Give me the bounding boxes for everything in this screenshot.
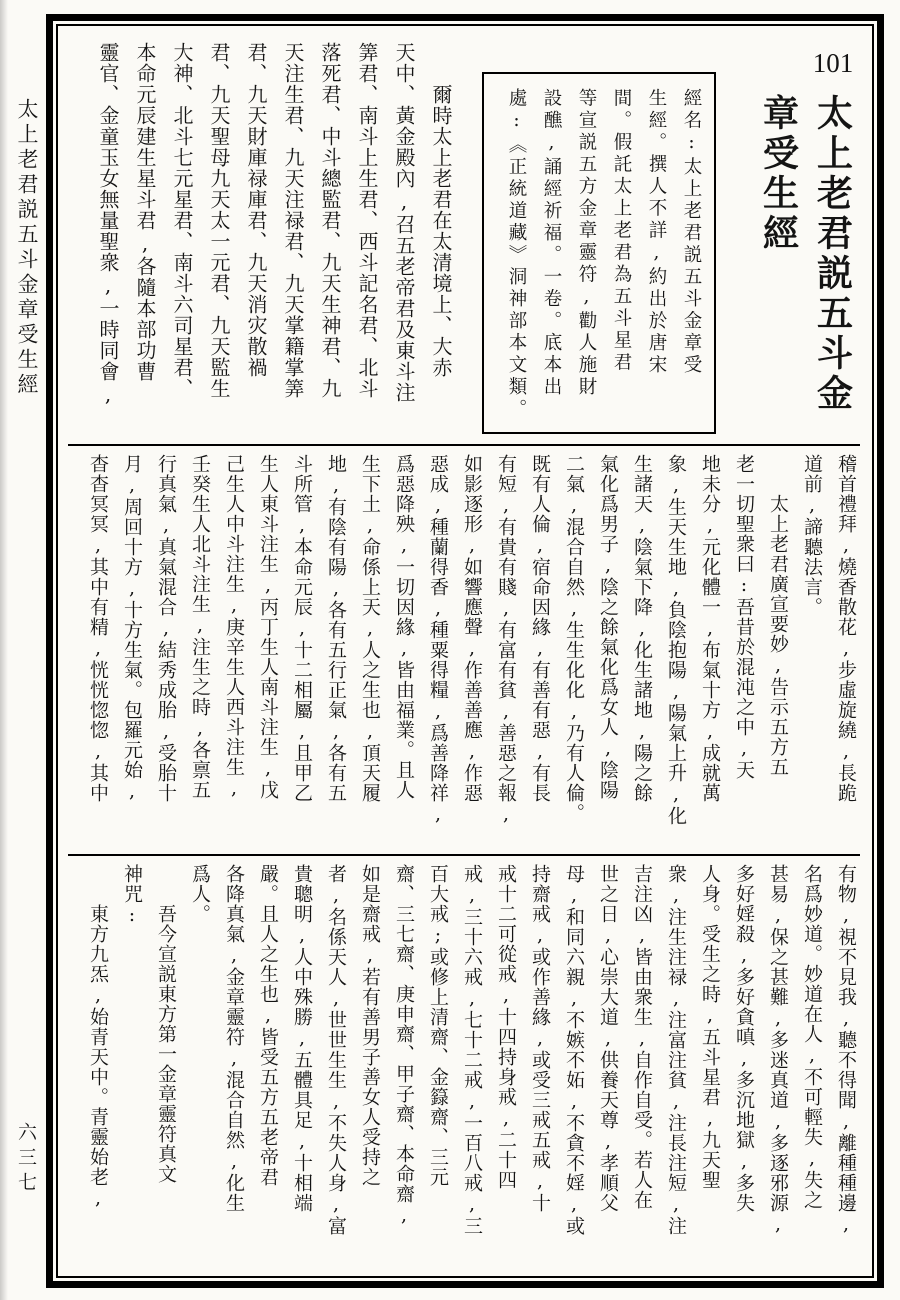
text-column: 象,生天生地,負陰抱陽,陽氣上升,化	[665, 454, 687, 826]
text-column: 各降真氣,金章靈符,混合自然,化生	[223, 864, 245, 1213]
text-column: 經名:太上老君説五斗金章受	[681, 88, 702, 377]
page-frame	[46, 14, 884, 1288]
text-column: 大神、北斗七元星君、南斗六司星君、	[170, 42, 194, 399]
left-margin	[0, 0, 46, 1300]
text-column: 等宣説五方金章靈符,勸人施財	[576, 88, 597, 399]
text-column: 地未分,元化體一,布氣十方,成就萬	[699, 454, 721, 803]
text-column: 百大戒;或修上清齋、金籙齋、三元	[427, 864, 449, 1187]
title-block-line2	[752, 50, 806, 254]
register-top	[68, 36, 860, 440]
text-column: 既有人倫,宿命因緣,有善有惡,有長	[529, 454, 551, 803]
text-column: 生諸天,陰氣下降,化生諸地,陽之餘	[631, 454, 653, 803]
text-column: 間。假託太上老君為五斗星君	[611, 88, 632, 374]
text-column: 稽首禮拜,燒香散花,步虛旋繞,長跪	[835, 454, 857, 803]
text-column: 己生人中斗注生,庚辛生人西斗注生,	[223, 454, 245, 800]
text-column: 衆,注生注禄,注富注貧,注長注短,注	[665, 864, 687, 1236]
text-column: 君、九天聖母九天太一元君、九天監生	[207, 42, 231, 399]
text-column: 生下土,命係上天,人之生也,頂天履	[359, 454, 381, 803]
text-column: 惡成,種蘭得香,種粟得糧,爲善降祥,	[427, 454, 449, 826]
abstract-box	[482, 72, 716, 434]
page-number: 101	[812, 48, 854, 78]
text-column: 生人東斗注生,丙丁生人南斗注生,戊	[257, 454, 279, 800]
register-middle	[68, 446, 860, 850]
text-column: 齋、三七齋、庚申齋、甲子齋、本命齋,	[393, 864, 415, 1227]
text-column: 壬癸生人北斗注生,注生之時,各禀五	[189, 454, 211, 800]
text-column: 持齋戒,或作善緣,或受三戒五戒,十	[529, 864, 551, 1213]
text-column: 處:《正統道藏》洞神部本文類。	[506, 88, 527, 421]
opening-text-columns	[86, 42, 456, 434]
middle-text-columns	[68, 454, 860, 826]
text-column: 本命元辰建生星斗君,各隨本部功曹	[133, 42, 157, 382]
title-block	[806, 50, 860, 414]
text-column: 如是齋戒,若有善男子善女人受持之	[359, 864, 381, 1187]
bottom-text-columns	[68, 864, 860, 1236]
text-column: 地,有陰有陽,各有五行正氣,各有五	[325, 454, 347, 803]
text-column: 吾今宣説東方第一金章靈符真文	[155, 904, 177, 1184]
text-column: 爾時太上老君在太清境上、大赤	[429, 84, 453, 378]
running-title: 太上老君説五斗金章受生經	[15, 98, 39, 398]
text-column: 氣化爲男子,陰之餘氣化爲女人,陰陽	[597, 454, 619, 800]
text-column: 甚易,保之甚難,多迷真道,多逐邪源,	[767, 864, 789, 1236]
text-column: 落死君、中斗總監君、九天生神君、九	[318, 42, 342, 399]
text-column: 靈官、金童玉女無量聖衆,一時同會,	[96, 42, 120, 407]
scripture-title-line2: 章受生經	[757, 94, 800, 254]
text-column: 名爲妙道。妙道在人,不可輕失,失之	[801, 864, 823, 1210]
text-column: 東方九炁,始青天中。青靈始老,	[87, 904, 109, 1210]
text-column: 戒十二可從戒,十四持身戒,二十四	[495, 864, 517, 1190]
text-column: 吉注凶,皆由衆生,自作自受。若人在	[631, 864, 653, 1210]
text-column: 有物,視不見我,聽不得聞,離種種邊,	[835, 864, 857, 1236]
text-column: 世之日,心崇大道,供養天尊,孝順父	[597, 864, 619, 1213]
text-column: 天注生君、九天注禄君、九天掌籍掌筭	[281, 42, 305, 399]
text-column: 天中、黃金殿內,召五老帝君及東斗注	[392, 42, 416, 403]
text-column: 有短,有貴有賤,有富有貧,善惡之報,	[495, 454, 517, 826]
text-column: 者,名係天人,世世生生,不失人身,富	[325, 864, 347, 1236]
text-column: 杳杳冥冥,其中有精,恍恍惚惚,其中	[87, 454, 109, 803]
text-column: 設醮,誦經祈福。一卷。底本出	[541, 88, 562, 399]
text-column: 神咒:	[121, 864, 143, 927]
page-frame-inner	[56, 24, 874, 1278]
text-column: 爲人。	[189, 864, 211, 924]
text-column: 母,和同六親,不嫉不妬,不貪不婬,或	[563, 864, 585, 1236]
folio-number: 六三七	[15, 1122, 37, 1197]
register-bottom	[68, 856, 860, 1268]
text-column: 如影逐形,如響應聲,作善善應,作惡	[461, 454, 483, 803]
text-column: 人身。受生之時,五斗星君,九天聖	[699, 864, 721, 1190]
text-column: 筭君、南斗上生君、西斗記名君、北斗	[355, 42, 379, 399]
text-column: 老一切聖衆曰:吾昔於混沌之中,天	[733, 454, 755, 780]
text-column: 君、九天財庫禄庫君、九天消灾散禍	[244, 42, 268, 378]
text-column: 貴聰明,人中殊勝,五體具足,十相端	[291, 864, 313, 1213]
text-column: 太上老君廣宣要妙,告示五方五	[767, 494, 789, 777]
text-column: 爲惡降殃,一切因緣,皆由福業。且人	[393, 454, 415, 800]
text-column: 斗所管,本命元辰,十二相屬,且甲乙	[291, 454, 313, 803]
scripture-title-line1: 太上老君説五斗金	[811, 94, 854, 414]
text-column: 二氣,混合自然,生生化化,乃有人倫。	[563, 454, 585, 823]
text-column: 道前,諦聽法言。	[801, 454, 823, 617]
text-column: 行真氣,真氣混合,結秀成胎,受胎十	[155, 454, 177, 803]
text-column: 多好婬殺,多好貪嗔,多沉地獄,多失	[733, 864, 755, 1213]
text-column: 生經。撰人不詳,約出於唐宋	[646, 88, 667, 377]
text-column: 月,周回十方,十方生氣。包羅元始,	[121, 454, 143, 803]
text-column: 嚴。且人之生也,皆受五方五老帝君	[257, 864, 279, 1187]
text-column: 戒,三十六戒,七十二戒,一百八戒,三	[461, 864, 483, 1236]
